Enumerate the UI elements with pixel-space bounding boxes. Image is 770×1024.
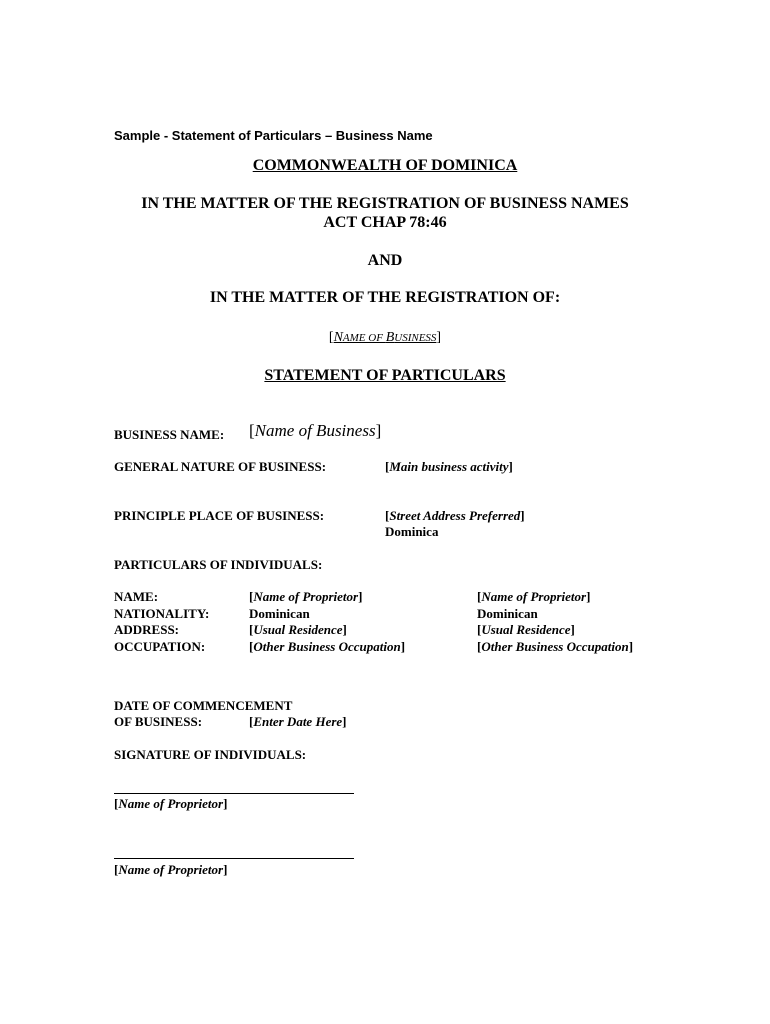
person-1-nationality: Dominican	[249, 606, 310, 621]
label-nationality: NATIONALITY:	[114, 606, 210, 621]
business-name-label: BUSINESS NAME:	[114, 427, 225, 442]
matter-line-1: IN THE MATTER OF THE REGISTRATION OF BUSINESS NAMES	[141, 195, 629, 212]
place-country: Dominica	[385, 524, 439, 539]
person-2-occupation: [Other Business Occupation]	[477, 639, 634, 654]
nature-label: GENERAL NATURE OF BUSINESS:	[114, 459, 327, 474]
business-name-value: [Name of Business]	[249, 421, 382, 440]
sample-title: Sample - Statement of Particulars – Business Name	[114, 128, 433, 143]
place-label: PRINCIPLE PLACE OF BUSINESS:	[114, 508, 325, 523]
label-address: ADDRESS:	[114, 622, 180, 637]
individuals-heading: PARTICULARS OF INDIVIDUALS:	[114, 557, 323, 572]
person-1-name: [Name of Proprietor]	[249, 589, 363, 604]
person-1-address: [Usual Residence]	[249, 622, 347, 637]
commencement-value: [Enter Date Here]	[249, 714, 347, 729]
person-2-address: [Usual Residence]	[477, 622, 575, 637]
person-2-name: [Name of Proprietor]	[477, 589, 591, 604]
country-heading: COMMONWEALTH OF DOMINICA	[252, 157, 518, 174]
label-name: NAME:	[114, 589, 159, 604]
person-2-nationality: Dominican	[477, 606, 538, 621]
name-of-business-placeholder: [NAME OF BUSINESS]	[328, 330, 442, 345]
nature-value: [Main business activity]	[385, 459, 513, 474]
signature-name-1: [Name of Proprietor]	[114, 796, 228, 811]
signature-line-1	[114, 793, 354, 794]
signature-line-2	[114, 858, 354, 859]
label-occupation: OCCUPATION:	[114, 639, 206, 654]
statement-title: STATEMENT OF PARTICULARS	[264, 367, 506, 384]
and-heading: AND	[367, 252, 403, 269]
signatures-heading: SIGNATURE OF INDIVIDUALS:	[114, 747, 307, 762]
commencement-label-line-1: DATE OF COMMENCEMENT	[114, 698, 293, 713]
person-1-occupation: [Other Business Occupation]	[249, 639, 406, 654]
commencement-label-line-2: OF BUSINESS:	[114, 714, 203, 729]
matter-line-2: ACT CHAP 78:46	[323, 214, 447, 231]
matter-registration-heading: IN THE MATTER OF THE REGISTRATION OF:	[209, 289, 561, 306]
place-value: [Street Address Preferred]	[385, 508, 525, 523]
signature-name-2: [Name of Proprietor]	[114, 862, 228, 877]
